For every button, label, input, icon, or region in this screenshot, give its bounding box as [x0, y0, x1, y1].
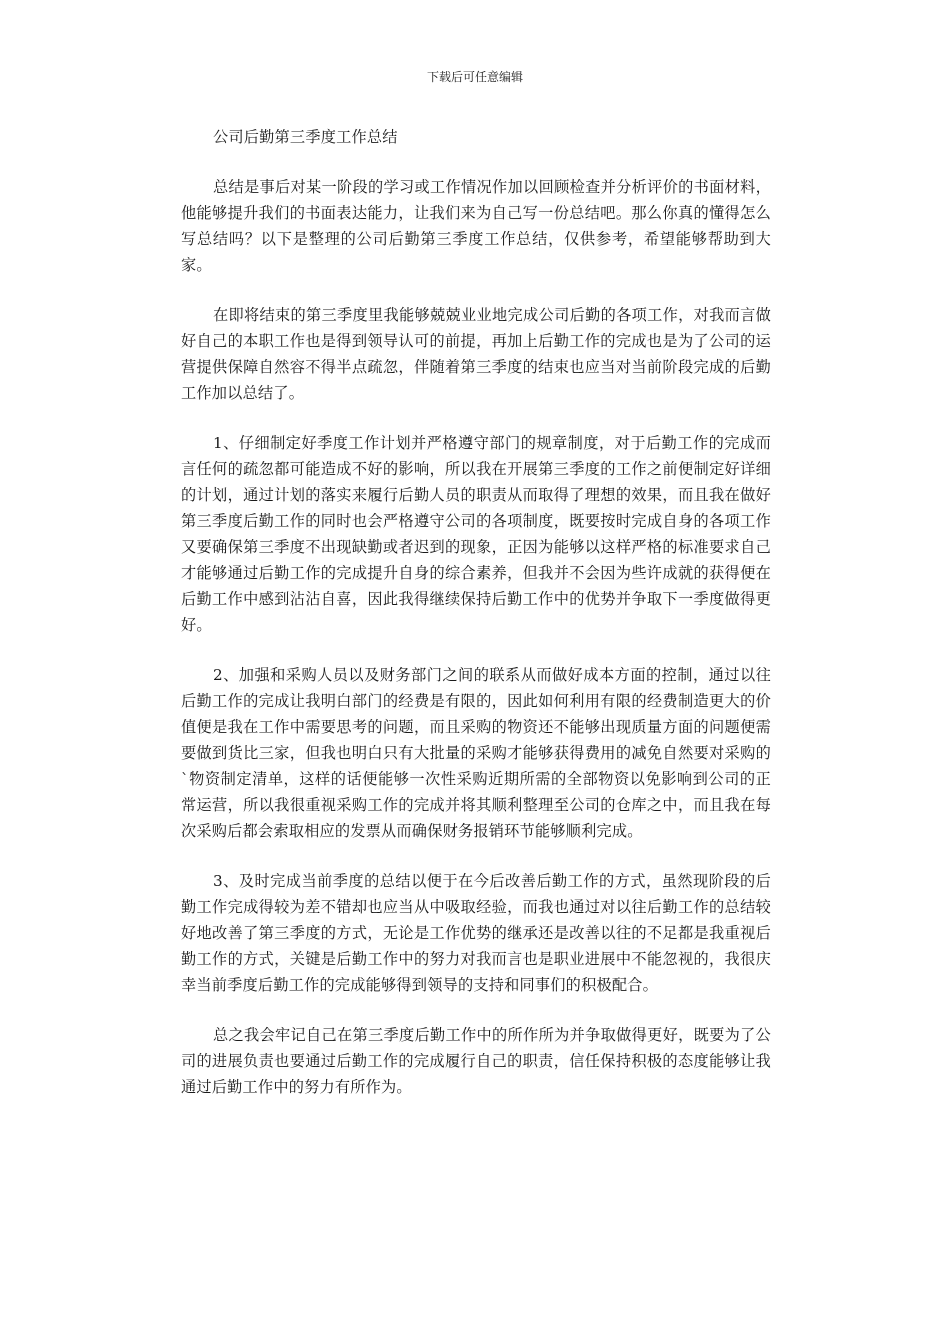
paragraph-point-3: 3、及时完成当前季度的总结以便于在今后改善后勤工作的方式，虽然现阶段的后勤工作完成得较为差不错却也应当从中吸取经验，而我也通过对以往后勤工作的总结较好地改善了第三季度的方式，无论是工作优势的继承还是改善以往的不足都是我重视后勤工作的方式，关键是后勤工作中的努力对我而言也是职业进展中不能忽视的，我很庆幸当前季度后勤工作的完成能够得到领导的支持和同事们的积极配合。	[181, 872, 771, 994]
paragraph-overview: 在即将结束的第三季度里我能够兢兢业业地完成公司后勤的各项工作，对我而言做好自己的本职工作也是得到领导认可的前提，再加上后勤工作的完成也是为了公司的运营提供保障自然容不得半点疏忽，伴随着第三季度的结束也应当对当前阶段完成的后勤工作加以总结了。	[181, 306, 771, 402]
paragraph-point-1: 1、仔细制定好季度工作计划并严格遵守部门的规章制度，对于后勤工作的完成而言任何的疏忽都可能造成不好的影响，所以我在开展第三季度的工作之前便制定好详细的计划，通过计划的落实来履行后勤人员的职责从而取得了理想的效果，而且我在做好第三季度后勤工作的同时也会严格遵守公司的各项制度，既要按时完成自身的各项工作又要确保第三季度不出现缺勤或者迟到的现象，正因为能够以这样严格的标准要求自己才能够通过后勤工作的完成提升自身的综合素养，但我并不会因为些许成就的获得便在后勤工作中感到沾沾自喜，因此我得继续保持后勤工作中的优势并争取下一季度做得更好。	[181, 434, 771, 634]
document-title: 公司后勤第三季度工作总结	[213, 128, 398, 146]
paragraph-intro: 总结是事后对某一阶段的学习或工作情况作加以回顾检查并分析评价的书面材料，他能够提升我们的书面表达能力，让我们来为自己写一份总结吧。那么你真的懂得怎么写总结吗？以下是整理的公司后勤第三季度工作总结，仅供参考，希望能够帮助到大家。	[181, 178, 771, 274]
paragraph-point-2: 2、加强和采购人员以及财务部门之间的联系从而做好成本方面的控制，通过以往后勤工作的完成让我明白部门的经费是有限的，因此如何利用有限的经费制造更大的价值便是我在工作中需要思考的问题，而且采购的物资还不能够出现质量方面的问题便需要做到货比三家，但我也明白只有大批量的采购才能够获得费用的减免自然要对采购的`物资制定清单，这样的话便能够一次性采购近期所需的全部物资以免影响到公司的正常运营，所以我很重视采购工作的完成并将其顺利整理至公司的仓库之中，而且我在每次采购后都会索取相应的发票从而确保财务报销环节能够顺利完成。	[181, 666, 771, 840]
document-body	[181, 124, 771, 1100]
header-note: 下载后可任意编辑	[426, 70, 523, 84]
paragraph-conclusion: 总之我会牢记自己在第三季度后勤工作中的所作所为并争取做得更好，既要为了公司的进展负责也要通过后勤工作的完成履行自己的职责，信任保持积极的态度能够让我通过后勤工作中的努力有所作为。	[181, 1026, 771, 1096]
